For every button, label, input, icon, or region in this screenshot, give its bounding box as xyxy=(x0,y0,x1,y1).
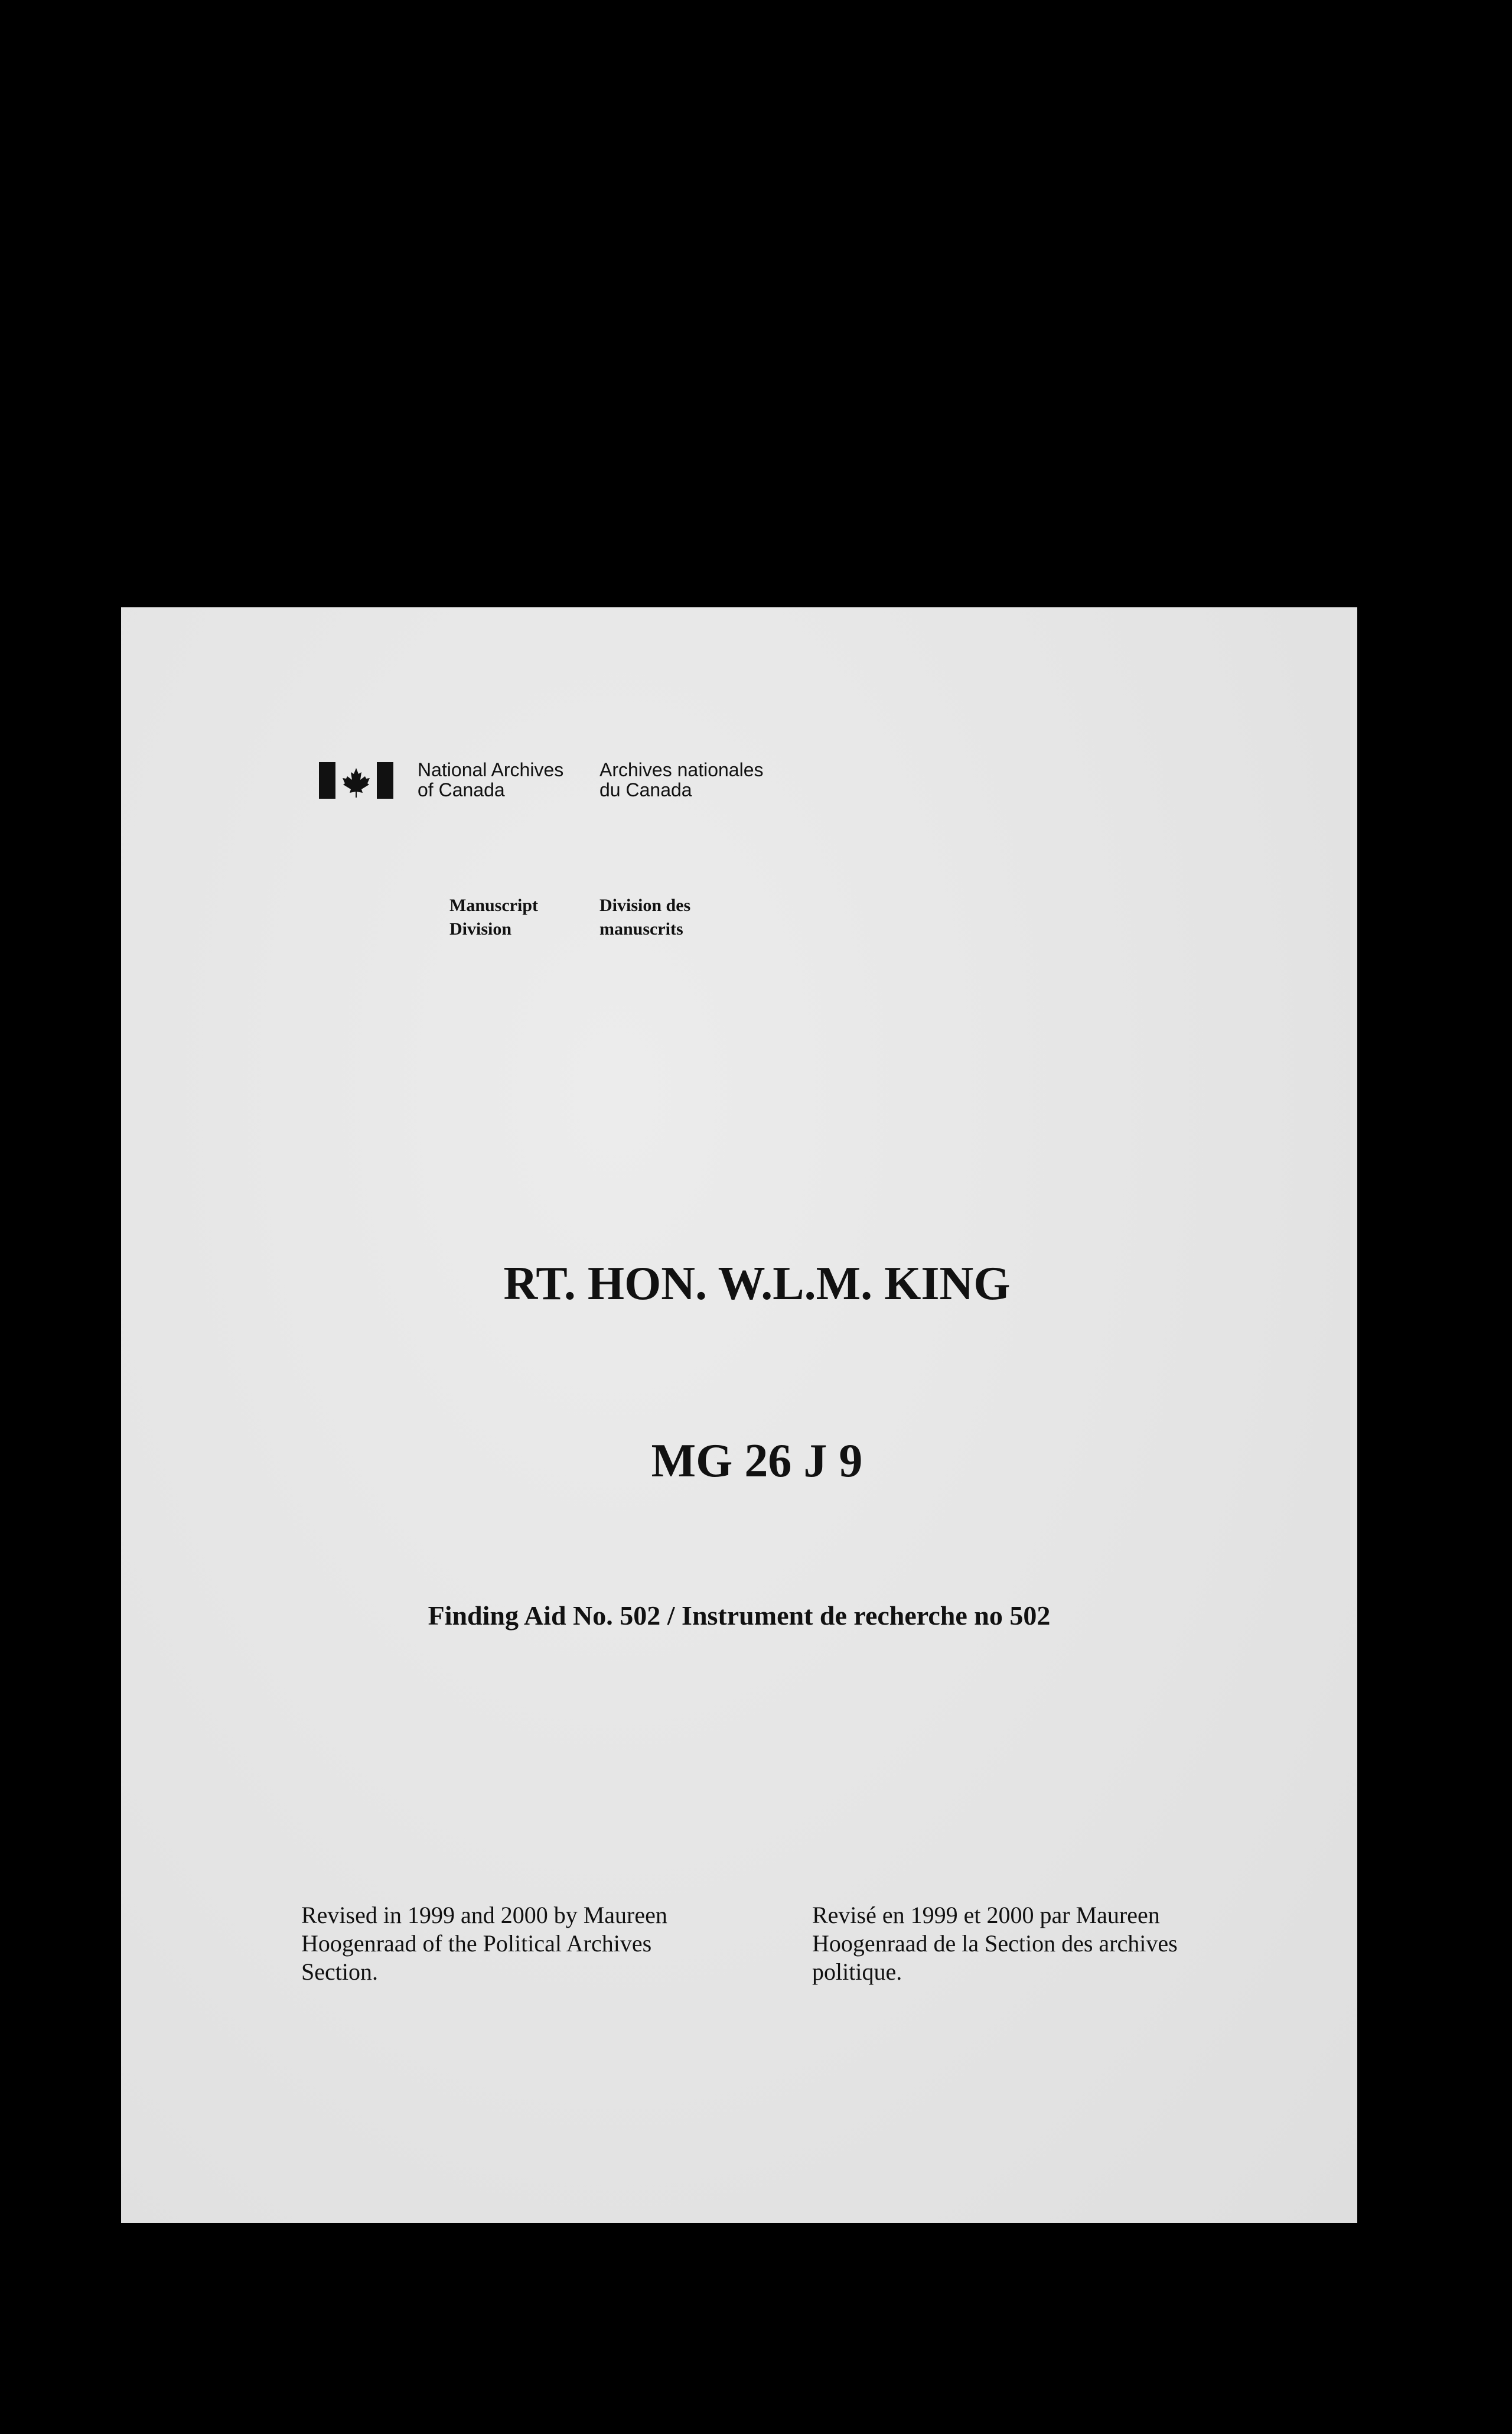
revision-credit-english: Revised in 1999 and 2000 by Maureen Hoogenraad of the Political Archives Section. xyxy=(301,1902,667,1985)
document-page xyxy=(121,607,1357,2223)
org-name-english-line2: of Canada xyxy=(418,779,505,801)
org-name-french-line1: Archives nationales xyxy=(599,759,764,780)
division-english-line1: Manuscript xyxy=(449,896,538,915)
org-name-french-line2: du Canada xyxy=(599,779,692,801)
canada-flag-icon xyxy=(319,762,393,799)
division-english-line2: Division xyxy=(449,919,512,939)
revision-credit-french: Revisé en 1999 et 2000 par Maureen Hoogenraad de la Section des archives politique. xyxy=(812,1902,1178,1985)
division-english xyxy=(449,894,538,941)
division-french xyxy=(599,894,690,941)
org-name-french xyxy=(599,760,763,800)
finding-aid-number: Finding Aid No. 502 / Instrument de recherche no 502 xyxy=(428,1600,1051,1631)
org-name-english xyxy=(418,760,563,800)
division-french-line1: Division des xyxy=(599,896,691,915)
document-title: RT. HON. W.L.M. KING xyxy=(503,1258,1011,1310)
fonds-reference: MG 26 J 9 xyxy=(651,1435,863,1487)
division-french-line2: manuscrits xyxy=(599,919,683,939)
org-name-english-line1: National Archives xyxy=(418,759,564,780)
